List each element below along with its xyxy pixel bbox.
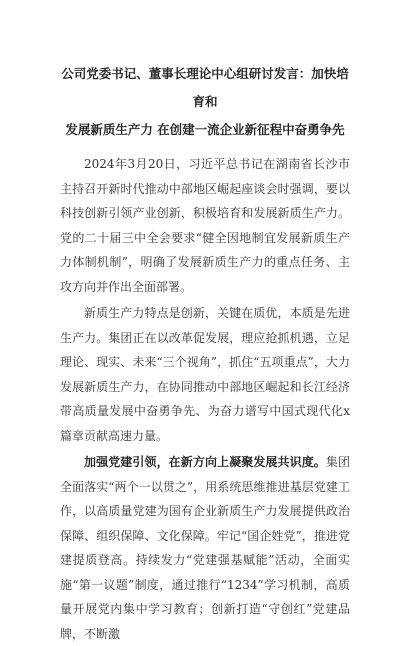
paragraph-2: 新质生产力特点是创新，关键在质优，本质是先进生产力。集团正在以改革促发展，理应抢抓机遇，立足理论、现实、未来“三个视角”，抓住“五项重点”，大力发展新质生产力，在协同推动中部地区崛起和长江经济带高质量发展中奋勇争先、为奋力谱写中国式现代化x篇章贡献高速力量。	[60, 306, 350, 443]
paragraph-3-body: 集团全面落实“两个一以贯之”，用系统思维推进基层党建工作，以高质量党建为国有企业新质生产力发展提供政治保障、组织保障、文化保障。牢记“国企姓党”，推进党建提质登高。持续发力“党建强基赋能”活动，全面实施“第一议题”制度，通过推行“1234”学习机制，高质量开展党内集中学习教育；创新打造“守创红”党建品牌，不断激	[60, 455, 350, 641]
document-title	[60, 60, 350, 144]
title-line-1: 公司党委书记、董事长理论中心组研讨发言：加快培育和	[61, 66, 349, 109]
title-line-2: 发展新质生产力 在创建一流企业新征程中奋勇争先	[65, 122, 345, 137]
paragraph-3-lead: 加强党建引领，在新方向上凝聚发展共识度。	[84, 455, 326, 469]
paragraph-3	[60, 450, 350, 641]
paragraph-1: 2024年3月20日，习近平总书记在湖南省长沙市主持召开新时代推动中部地区崛起座谈会时强调，要以科技创新引领产业创新，积极培育和发展新质生产力。党的二十届三中全会要求“健全因地制宜发展新质生产力体制机制”，明确了发展新质生产力的重点任务、主攻方向并作出全面部署。	[60, 157, 350, 294]
